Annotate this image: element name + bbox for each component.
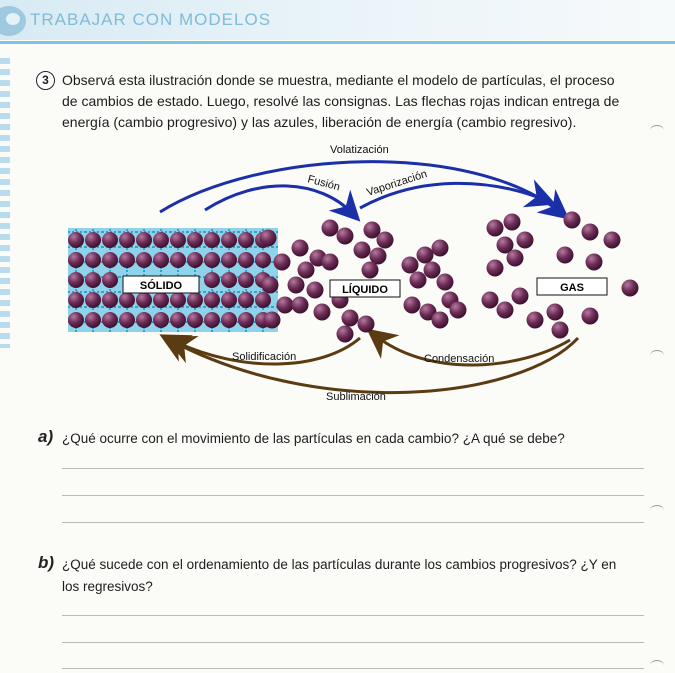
question-b-text: ¿Qué sucede con el ordenamiento de las partículas durante los cambios progresivos? ¿Y en xyxy=(62,557,617,572)
particle xyxy=(410,272,427,289)
states-of-matter-diagram xyxy=(0,130,675,420)
particle xyxy=(68,252,84,268)
section-title: TRABAJAR CON MODELOS xyxy=(30,10,272,29)
binder-ring-icon xyxy=(650,125,664,136)
particle xyxy=(221,232,237,248)
particle xyxy=(437,274,454,291)
fusion-label: Fusión xyxy=(306,173,342,194)
particle xyxy=(153,252,169,268)
intro-line: Observá esta ilustración donde se muestra, mediante el modelo de partículas, el proceso xyxy=(62,72,615,88)
particle xyxy=(517,232,534,249)
answer-line[interactable] xyxy=(62,468,644,469)
particle xyxy=(262,277,279,294)
particle xyxy=(292,297,309,314)
liquid-label: LÍQUIDO xyxy=(342,284,388,296)
particle xyxy=(277,297,294,314)
particle xyxy=(512,288,529,305)
question-b-text: los regresivos? xyxy=(62,579,153,594)
condensacion-label: Condensación xyxy=(424,353,495,365)
particle xyxy=(354,242,371,259)
particle xyxy=(68,272,84,288)
particle xyxy=(153,312,169,328)
particle xyxy=(274,254,291,271)
particle xyxy=(622,280,639,297)
intro-line: de cambios de estado. Luego, resolvé las consignas. Las flechas rojas indican entrega de xyxy=(62,93,620,109)
particle xyxy=(238,232,254,248)
particle xyxy=(482,292,499,309)
particle xyxy=(322,254,339,271)
particle xyxy=(362,262,379,279)
particle xyxy=(504,214,521,231)
particle xyxy=(102,312,118,328)
particle xyxy=(85,232,101,248)
particle xyxy=(432,312,449,329)
particle xyxy=(497,302,514,319)
particle xyxy=(238,252,254,268)
answer-line[interactable] xyxy=(62,615,644,616)
particle xyxy=(68,312,84,328)
particle xyxy=(255,252,271,268)
particle xyxy=(204,292,220,308)
particle xyxy=(221,292,237,308)
particle xyxy=(487,260,504,277)
vaporizacion-label: Vaporización xyxy=(365,168,429,199)
particle xyxy=(136,312,152,328)
particle xyxy=(187,292,203,308)
particle xyxy=(136,252,152,268)
particle xyxy=(255,292,271,308)
particle xyxy=(404,297,421,314)
particle xyxy=(119,292,135,308)
particle xyxy=(221,312,237,328)
solid-label: SÓLIDO xyxy=(139,280,183,292)
particle xyxy=(358,316,375,333)
answer-line[interactable] xyxy=(62,495,644,496)
solidificacion-label: Solidificación xyxy=(232,351,297,363)
particle xyxy=(238,312,254,328)
particle xyxy=(102,292,118,308)
particle xyxy=(221,252,237,268)
particle xyxy=(102,232,118,248)
binder-ring-icon xyxy=(650,350,664,361)
particle xyxy=(85,292,101,308)
question-a-text: ¿Qué ocurre con el movimiento de las partículas en cada cambio? ¿A qué se debe? xyxy=(62,431,565,446)
particle xyxy=(85,312,101,328)
question-a-letter: a) xyxy=(38,427,54,446)
particle xyxy=(170,252,186,268)
particle xyxy=(119,312,135,328)
particle xyxy=(102,272,118,288)
particle xyxy=(204,252,220,268)
particle xyxy=(170,292,186,308)
header-rule xyxy=(0,41,675,44)
particle xyxy=(450,302,467,319)
particle xyxy=(170,232,186,248)
binder-ring-icon xyxy=(650,660,664,671)
particle xyxy=(582,224,599,241)
particle xyxy=(153,232,169,248)
particle xyxy=(221,272,237,288)
particle xyxy=(136,232,152,248)
particle xyxy=(337,326,354,343)
particle xyxy=(402,257,419,274)
particle xyxy=(68,232,84,248)
answer-line[interactable] xyxy=(62,668,644,669)
particle xyxy=(527,312,544,329)
intro-line: energía (cambio progresivo) y las azules, liberación de energía (cambio regresivo). xyxy=(62,114,577,130)
particle xyxy=(136,292,152,308)
particle xyxy=(119,232,135,248)
particle xyxy=(432,240,449,257)
particle xyxy=(264,312,281,329)
particle xyxy=(238,292,254,308)
exercise-number: 3 xyxy=(36,71,55,90)
particle xyxy=(238,272,254,288)
particle xyxy=(377,232,394,249)
particle xyxy=(547,304,564,321)
particle xyxy=(507,250,524,267)
binder-ring-icon xyxy=(650,505,664,516)
particle xyxy=(307,282,324,299)
volatilizacion-label: Volatización xyxy=(330,144,389,156)
particle xyxy=(187,232,203,248)
gas-label: GAS xyxy=(560,282,584,294)
particle xyxy=(417,247,434,264)
particle xyxy=(582,308,599,325)
particle xyxy=(260,230,277,247)
particle xyxy=(153,292,169,308)
sublimacion-arrow xyxy=(170,338,578,393)
particle xyxy=(314,304,331,321)
particle xyxy=(557,247,574,264)
particle xyxy=(342,310,359,327)
particle xyxy=(204,232,220,248)
particle xyxy=(487,220,504,237)
particle xyxy=(604,232,621,249)
particle xyxy=(337,228,354,245)
particle xyxy=(102,252,118,268)
particle xyxy=(586,254,603,271)
particle xyxy=(85,252,101,268)
particle xyxy=(298,262,315,279)
particle xyxy=(564,212,581,229)
particle xyxy=(187,312,203,328)
particle xyxy=(424,262,441,279)
particle xyxy=(288,277,305,294)
answer-line[interactable] xyxy=(62,642,644,643)
particle xyxy=(292,240,309,257)
particle xyxy=(85,272,101,288)
particle xyxy=(204,272,220,288)
particle xyxy=(68,292,84,308)
answer-line[interactable] xyxy=(62,522,644,523)
particle xyxy=(552,322,569,339)
particle xyxy=(322,220,339,237)
particle xyxy=(204,312,220,328)
particle xyxy=(187,252,203,268)
particle xyxy=(119,252,135,268)
sublimacion-label: Sublimación xyxy=(326,391,386,403)
particle xyxy=(170,312,186,328)
question-b-letter: b) xyxy=(38,553,55,572)
